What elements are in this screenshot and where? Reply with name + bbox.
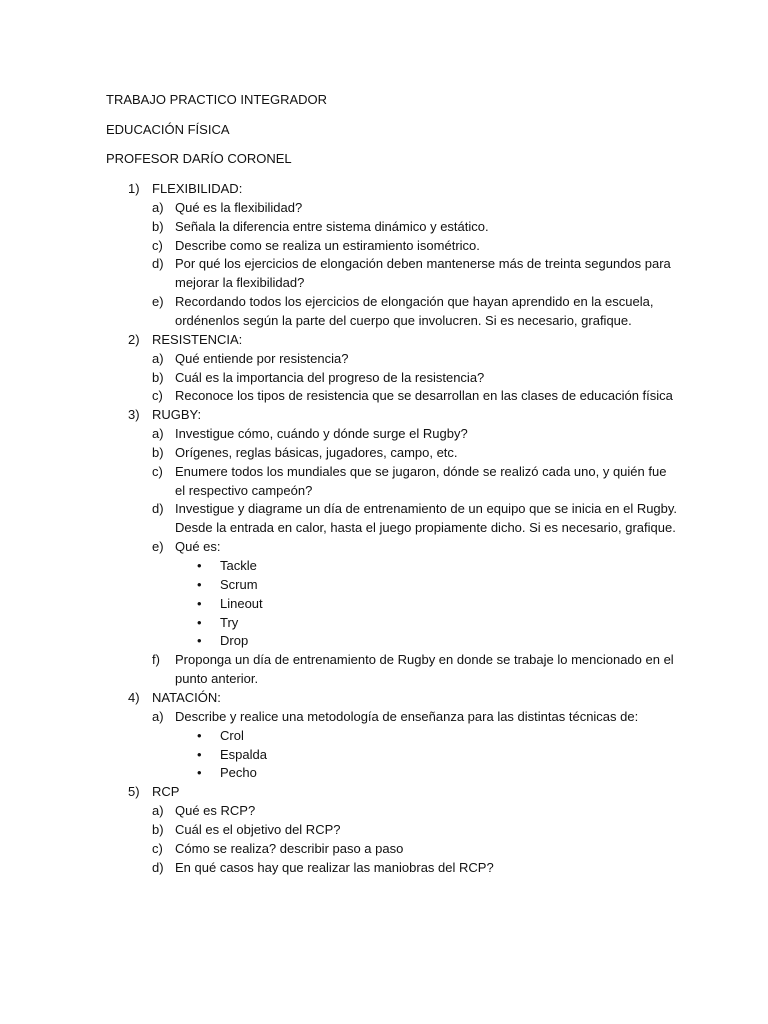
item-text: el respectivo campeón?	[175, 483, 313, 498]
item-letter: e)	[152, 539, 164, 554]
bullet-text: Lineout	[220, 596, 263, 611]
bullet-icon: •	[197, 615, 202, 630]
section-number: 3)	[128, 407, 140, 422]
item-letter: d)	[152, 860, 164, 875]
item-letter: c)	[152, 238, 163, 253]
item-text: ordénenlos según la parte del cuerpo que involucren. Si es necesario, grafique.	[175, 313, 632, 328]
item-letter: c)	[152, 388, 163, 403]
bullet-text: Tackle	[220, 558, 257, 573]
item-letter: f)	[152, 652, 160, 667]
item-text: mejorar la flexibilidad?	[175, 275, 305, 290]
item-text: punto anterior.	[175, 671, 259, 686]
item-text: Señala la diferencia entre sistema dinámico y estático.	[175, 219, 489, 234]
item-text: Recordando todos los ejercicios de elongación que hayan aprendido en la escuela,	[175, 294, 654, 309]
item-text: Qué es RCP?	[175, 803, 256, 818]
bullet-icon: •	[197, 747, 202, 762]
item-letter: d)	[152, 501, 164, 516]
item-letter: a)	[152, 351, 164, 366]
section-number: 4)	[128, 690, 140, 705]
item-letter: a)	[152, 803, 164, 818]
section-title: RCP	[152, 784, 180, 799]
item-letter: b)	[152, 219, 164, 234]
item-text: Qué es la flexibilidad?	[175, 200, 303, 215]
bullet-text: Try	[220, 615, 239, 630]
section-title: RESISTENCIA:	[152, 332, 243, 347]
section-number: 5)	[128, 784, 140, 799]
item-text: Proponga un día de entrenamiento de Rugby en donde se trabaje lo mencionado en el	[175, 652, 674, 667]
item-text: Cómo se realiza? describir paso a paso	[175, 841, 404, 856]
item-text: Orígenes, reglas básicas, jugadores, campo, etc.	[175, 445, 458, 460]
bullet-icon: •	[197, 765, 202, 780]
section-number: 1)	[128, 181, 140, 196]
item-text: Describe y realice una metodología de enseñanza para las distintas técnicas de:	[175, 709, 639, 724]
item-letter: b)	[152, 445, 164, 460]
bullet-icon: •	[197, 728, 202, 743]
item-text: Desde la entrada en calor, hasta el juego propiamente dicho. Si es necesario, grafique.	[175, 520, 676, 535]
section-title: FLEXIBILIDAD:	[152, 181, 243, 196]
item-letter: b)	[152, 370, 164, 385]
bullet-icon: •	[197, 596, 202, 611]
document-teacher: PROFESOR DARÍO CORONEL	[106, 151, 292, 166]
section-title: RUGBY:	[152, 407, 202, 422]
bullet-icon: •	[197, 558, 202, 573]
section-number: 2)	[128, 332, 140, 347]
item-text: En qué casos hay que realizar las maniobras del RCP?	[175, 860, 494, 875]
item-text: Describe como se realiza un estiramiento isométrico.	[175, 238, 480, 253]
item-text: Cuál es el objetivo del RCP?	[175, 822, 341, 837]
item-letter: b)	[152, 822, 164, 837]
bullet-text: Scrum	[220, 577, 258, 592]
item-letter: c)	[152, 464, 163, 479]
bullet-text: Pecho	[220, 765, 257, 780]
item-text: Investigue y diagrame un día de entrenamiento de un equipo que se inicia en el Rugby.	[175, 501, 678, 516]
item-text: Cuál es la importancia del progreso de la resistencia?	[175, 370, 485, 385]
bullet-icon: •	[197, 633, 202, 648]
bullet-text: Espalda	[220, 747, 267, 762]
bullet-text: Crol	[220, 728, 244, 743]
item-text: Reconoce los tipos de resistencia que se desarrollan en las clases de educación física	[175, 388, 673, 403]
item-text: Qué entiende por resistencia?	[175, 351, 349, 366]
bullet-icon: •	[197, 577, 202, 592]
document-subject: EDUCACIÓN FÍSICA	[106, 122, 230, 137]
item-letter: a)	[152, 709, 164, 724]
item-letter: a)	[152, 426, 164, 441]
document-title: TRABAJO PRACTICO INTEGRADOR	[106, 92, 328, 107]
item-letter: d)	[152, 256, 164, 271]
section-title: NATACIÓN:	[152, 690, 221, 705]
bullet-text: Drop	[220, 633, 249, 648]
item-text: Enumere todos los mundiales que se jugaron, dónde se realizó cada uno, y quién fue	[175, 464, 667, 479]
item-letter: c)	[152, 841, 163, 856]
item-letter: e)	[152, 294, 164, 309]
item-text: Investigue cómo, cuándo y dónde surge el Rugby?	[175, 426, 468, 441]
item-letter: a)	[152, 200, 164, 215]
item-text: Qué es:	[175, 539, 221, 554]
item-text: Por qué los ejercicios de elongación deben mantenerse más de treinta segundos para	[175, 256, 671, 271]
